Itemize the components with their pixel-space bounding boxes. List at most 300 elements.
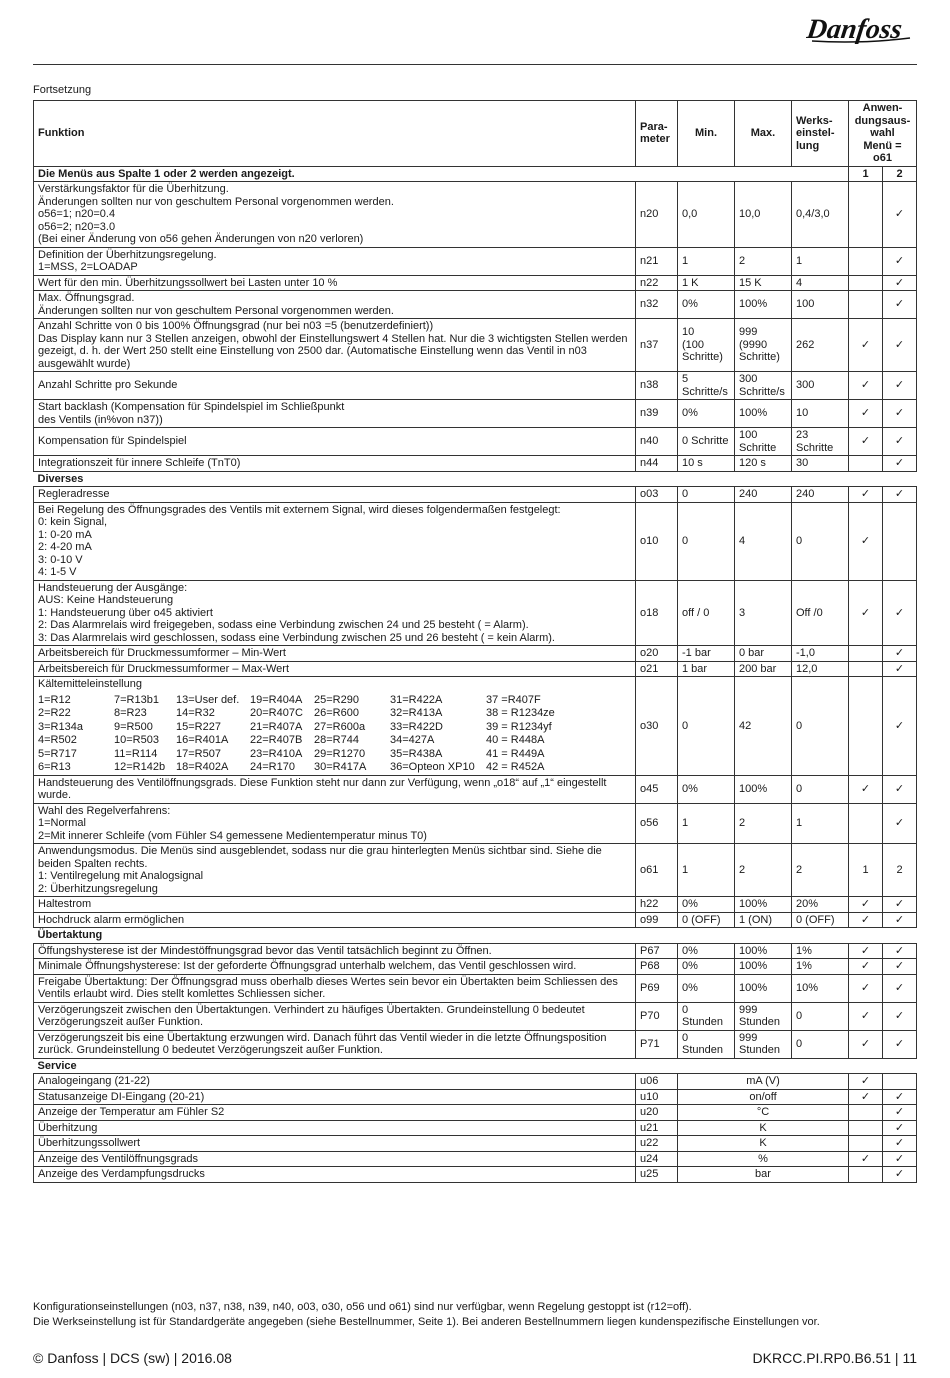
refrigerant-option: 2=R22 — [38, 707, 71, 719]
refrigerant-option: 23=R410A — [250, 747, 303, 760]
table-row — [34, 912, 917, 928]
min-value: 0 (OFF) — [678, 912, 735, 928]
factory-value: 0 — [792, 1030, 849, 1058]
refrigerant-option: 32=R413A — [390, 707, 443, 719]
menu-col1-check — [849, 247, 883, 275]
max-value: 15 K — [735, 275, 792, 291]
max-value: 10,0 — [735, 182, 792, 248]
refrigerant-grid — [38, 694, 631, 774]
table-row — [34, 661, 917, 677]
table-row — [34, 456, 917, 472]
table-row — [34, 844, 917, 897]
table-row — [34, 897, 917, 913]
max-value: 2 — [735, 844, 792, 897]
min-value: 0 Stunden — [678, 1030, 735, 1058]
table-row — [34, 775, 917, 803]
menu-col1-check — [849, 456, 883, 472]
table-row — [34, 1120, 917, 1136]
header-funktion: Funktion — [34, 101, 636, 167]
refrigerant-option: 28=R744 — [314, 734, 359, 746]
function-text: Überhitzungssollwert — [34, 1136, 636, 1152]
function-text: Anzeige der Temperatur am Fühler S2 — [34, 1105, 636, 1121]
parameter-code: o30 — [636, 677, 678, 776]
table-row — [34, 319, 917, 372]
parameter-code: P70 — [636, 1002, 678, 1030]
max-value: 4 — [735, 502, 792, 580]
function-text: Anzeige des Verdampfungsdrucks — [34, 1167, 636, 1183]
function-text: Anzahl Schritte pro Sekunde — [34, 372, 636, 400]
max-value: 100% — [735, 974, 792, 1002]
parameter-code: P68 — [636, 959, 678, 975]
menu-col1-check — [849, 1167, 883, 1183]
refrigerant-option: 36=Opteon XP10 — [390, 761, 475, 773]
refrigerant-option: 29=R1270 — [314, 747, 366, 760]
parameter-code: u20 — [636, 1105, 678, 1121]
menu-col2-check: ✓ — [883, 1089, 917, 1105]
menu-col1-check — [849, 1120, 883, 1136]
footer-copyright: © Danfoss | DCS (sw) | 2016.08 — [33, 1350, 232, 1366]
unit-value: °C — [678, 1105, 849, 1121]
function-text: Arbeitsbereich für Druckmessumformer – Max-Wert — [34, 661, 636, 677]
min-value: 0% — [678, 974, 735, 1002]
menu-col1-check: ✓ — [849, 959, 883, 975]
min-value: 0% — [678, 775, 735, 803]
unit-value: K — [678, 1136, 849, 1152]
factory-value: 1 — [792, 803, 849, 844]
menu-col1-check: ✓ — [849, 897, 883, 913]
refrigerant-option: 14=R32 — [176, 707, 215, 719]
refrigerant-option: 42 = R452A — [486, 761, 545, 773]
menus-row-text: Die Menüs aus Spalte 1 oder 2 werden angezeigt. — [34, 166, 849, 182]
menu-col1-check: ✓ — [849, 1151, 883, 1167]
menu-col1-check: ✓ — [849, 974, 883, 1002]
menu-col1-check — [849, 1105, 883, 1121]
factory-value: 0 — [792, 1002, 849, 1030]
table-header — [34, 101, 917, 167]
parameter-code: n44 — [636, 456, 678, 472]
menu-col2-check: ✓ — [883, 1105, 917, 1121]
menu-col2-check: ✓ — [883, 1002, 917, 1030]
function-text: Anzahl Schritte von 0 bis 100% Öffnungsgrad (nur bei n03 =5 (benutzerdefiniert)) Das Display kann nur 3 Stellen anzeigen, obwohl der Einstellungswert 4 Stellen hat. Nur die 3 wichtigsten Stellen werden gezeigt, d. h. der Wert 250 stellt eine Einstellung von 2500 dar. (Automatische Einstellung wenn das Ventil in n03 ausgewählt wurde) — [34, 319, 636, 372]
factory-value: 20% — [792, 897, 849, 913]
factory-value: 0 — [792, 502, 849, 580]
refrigerant-option: 4=R502 — [38, 734, 77, 746]
table-row — [34, 803, 917, 844]
menu-col1-check: ✓ — [849, 487, 883, 503]
refrigerant-option: 13=User def. — [176, 693, 240, 706]
refrigerant-option: 40 = R448A — [486, 734, 545, 746]
parameter-code: o61 — [636, 844, 678, 897]
min-value: 0 — [678, 502, 735, 580]
refrigerant-option: 1=R12 — [38, 693, 71, 706]
parameter-code: o45 — [636, 775, 678, 803]
menu-col2-check: ✓ — [883, 247, 917, 275]
refrigerant-option: 38 = R1234ze — [486, 707, 555, 719]
factory-value: 4 — [792, 275, 849, 291]
table-row — [34, 428, 917, 456]
refrigerant-option: 34=427A — [390, 734, 435, 746]
parameter-code: u24 — [636, 1151, 678, 1167]
menu-col2-check: ✓ — [883, 182, 917, 248]
parameter-code: n21 — [636, 247, 678, 275]
function-text: Verzögerungszeit bis eine Übertaktung erzwungen wird. Danach führt das Ventil wieder in die letzte Öffnungsposition zurück. Grundeinstellung 0 bedeutet Verzögerungszeit außer Funktion. — [34, 1030, 636, 1058]
min-value: 0 Schritte — [678, 428, 735, 456]
refrigerant-option: 18=R402A — [176, 761, 229, 773]
refrigerant-option: 5=R717 — [38, 747, 77, 760]
refrigerant-option: 21=R407A — [250, 720, 303, 733]
menu-col1-header: 1 — [849, 166, 883, 182]
parameter-code: P69 — [636, 974, 678, 1002]
menu-col1-check — [849, 661, 883, 677]
factory-value: -1,0 — [792, 646, 849, 662]
table-row — [34, 400, 917, 428]
function-text: Handsteuerung des Ventilöffnungsgrads. Diese Funktion steht nur dann zur Verfügung, wenn „o18“ auf „1“ eingestellt wurde. — [34, 775, 636, 803]
max-value: 200 bar — [735, 661, 792, 677]
parameter-code: o03 — [636, 487, 678, 503]
menu-col2-check: ✓ — [883, 1167, 917, 1183]
footnotes — [33, 1300, 820, 1330]
function-text: Freigabe Übertaktung: Der Öffnungsgrad muss oberhalb dieses Wertes sein bevor ein Übertakten beim Schliessen des Ventils erlaubt wird. Dies stellt komlettes Schliessen sicher. — [34, 974, 636, 1002]
header-werks: Werks- einstel- lung — [792, 101, 849, 167]
function-text: Wahl des Regelverfahrens: 1=Normal 2=Mit innerer Schleife (vom Fühler S4 gemessene Medientemperatur minus T0) — [34, 803, 636, 844]
menu-col1-check: ✓ — [849, 400, 883, 428]
max-value: 240 — [735, 487, 792, 503]
parameter-code: o21 — [636, 661, 678, 677]
header-parameter: Para- meter — [636, 101, 678, 167]
unit-value: K — [678, 1120, 849, 1136]
max-value: 100% — [735, 291, 792, 319]
parameter-code: n37 — [636, 319, 678, 372]
menu-col1-check — [849, 677, 883, 776]
menu-col2-check: ✓ — [883, 959, 917, 975]
min-value: 0 — [678, 677, 735, 776]
max-value: 42 — [735, 677, 792, 776]
factory-value: 262 — [792, 319, 849, 372]
max-value: 999 Stunden — [735, 1002, 792, 1030]
menu-col2-check: ✓ — [883, 974, 917, 1002]
table-row — [34, 1030, 917, 1058]
continuation-label: Fortsetzung — [33, 84, 92, 96]
refrigerant-option: 30=R417A — [314, 761, 367, 773]
menu-col2-check: ✓ — [883, 400, 917, 428]
menu-col1-check: ✓ — [849, 1030, 883, 1058]
max-value: 999 Stunden — [735, 1030, 792, 1058]
menus-row — [34, 166, 917, 182]
menu-col2-check: ✓ — [883, 487, 917, 503]
min-value: 5 Schritte/s — [678, 372, 735, 400]
menu-col1-check — [849, 182, 883, 248]
table-row — [34, 502, 917, 580]
max-value: 120 s — [735, 456, 792, 472]
min-value: off / 0 — [678, 580, 735, 646]
menu-col1-check: ✓ — [849, 1089, 883, 1105]
function-text: Bei Regelung des Öffnungsgrades des Ventils mit externem Signal, wird dieses folgendermaßen festgelegt: 0: kein Signal, 1: 0-20 mA 2: 4-20 mA 3: 0-10 V 4: 1-5 V — [34, 502, 636, 580]
min-value: 10 (100 Schritte) — [678, 319, 735, 372]
function-text: Anwendungsmodus. Die Menüs sind ausgeblendet, sodass nur die grau hinterlegten Menüs sichtbar sind. Siehe die beiden Spalten rechts. 1: Ventilregelung mit Analogsignal 2: Überhitzungsregelung — [34, 844, 636, 897]
min-value: 0 — [678, 487, 735, 503]
parameter-code: n39 — [636, 400, 678, 428]
parameter-code: n40 — [636, 428, 678, 456]
table-row — [34, 1002, 917, 1030]
function-text: Regleradresse — [34, 487, 636, 503]
max-value: 100% — [735, 775, 792, 803]
function-text: Integrationszeit für innere Schleife (TnT0) — [34, 456, 636, 472]
function-text: Statusanzeige DI-Eingang (20-21) — [34, 1089, 636, 1105]
menu-col2-check — [883, 502, 917, 580]
parameter-code: P71 — [636, 1030, 678, 1058]
min-value: 1 — [678, 803, 735, 844]
footer-docnumber: DKRCC.PI.RP0.B6.51 | 11 — [752, 1350, 917, 1366]
parameter-code: n32 — [636, 291, 678, 319]
function-text: Hochdruck alarm ermöglichen — [34, 912, 636, 928]
menu-col1-check: ✓ — [849, 1074, 883, 1090]
menu-col2-check — [883, 1074, 917, 1090]
table-row — [34, 291, 917, 319]
table-row — [34, 1089, 917, 1105]
parameter-code: o56 — [636, 803, 678, 844]
function-text: Arbeitsbereich für Druckmessumformer – Min-Wert — [34, 646, 636, 662]
menu-col2-check: ✓ — [883, 1030, 917, 1058]
refrigerant-option: 39 = R1234yf — [486, 720, 552, 733]
menu-col2-check: ✓ — [883, 275, 917, 291]
menu-col1-check: ✓ — [849, 580, 883, 646]
table-row — [34, 943, 917, 959]
menu-col1-check — [849, 291, 883, 319]
min-value: 0% — [678, 897, 735, 913]
menu-col2-check: 2 — [883, 844, 917, 897]
min-value: 0% — [678, 943, 735, 959]
parameter-code: u21 — [636, 1120, 678, 1136]
parameter-code: o99 — [636, 912, 678, 928]
factory-value: 0 (OFF) — [792, 912, 849, 928]
table-row — [34, 182, 917, 248]
unit-value: on/off — [678, 1089, 849, 1105]
menu-col2-check: ✓ — [883, 1151, 917, 1167]
menu-col2-check: ✓ — [883, 912, 917, 928]
menu-col2-check: ✓ — [883, 677, 917, 776]
refrigerant-option: 16=R401A — [176, 734, 229, 746]
refrigerant-option: 9=R500 — [114, 720, 153, 733]
refrigerant-option: 11=R114 — [114, 747, 158, 760]
table-row — [34, 580, 917, 646]
function-text: Anzeige des Ventilöffnungsgrads — [34, 1151, 636, 1167]
min-value: -1 bar — [678, 646, 735, 662]
parameter-code: n38 — [636, 372, 678, 400]
min-value: 10 s — [678, 456, 735, 472]
factory-value: 30 — [792, 456, 849, 472]
parameter-code: o18 — [636, 580, 678, 646]
parameter-code: o10 — [636, 502, 678, 580]
unit-value: % — [678, 1151, 849, 1167]
refrigerant-option: 26=R600 — [314, 707, 359, 719]
min-value: 1 — [678, 844, 735, 897]
menu-col1-check: ✓ — [849, 775, 883, 803]
menu-col2-check: ✓ — [883, 372, 917, 400]
function-text: Wert für den min. Überhitzungssollwert bei Lasten unter 10 % — [34, 275, 636, 291]
factory-value: 1% — [792, 959, 849, 975]
section-uebertaktung — [34, 928, 917, 944]
parameter-table — [33, 100, 917, 1183]
factory-value: 23 Schritte — [792, 428, 849, 456]
header-min: Min. — [678, 101, 735, 167]
parameter-code: u06 — [636, 1074, 678, 1090]
unit-value: bar — [678, 1167, 849, 1183]
table-row — [34, 1167, 917, 1183]
factory-value: 1 — [792, 247, 849, 275]
danfoss-logo — [806, 8, 916, 48]
header-max: Max. — [735, 101, 792, 167]
refrigerant-option: 37 =R407F — [486, 693, 541, 706]
menu-col2-check: ✓ — [883, 661, 917, 677]
menu-col1-check: ✓ — [849, 502, 883, 580]
section-service — [34, 1058, 917, 1074]
menu-col2-check: ✓ — [883, 291, 917, 319]
refrigerant-option: 35=R438A — [390, 747, 443, 760]
min-value: 0% — [678, 400, 735, 428]
parameter-code: n20 — [636, 182, 678, 248]
menu-col2-check: ✓ — [883, 646, 917, 662]
menu-col2-check: ✓ — [883, 456, 917, 472]
top-rule — [33, 64, 917, 65]
menu-col1-check — [849, 1136, 883, 1152]
factory-value: Off /0 — [792, 580, 849, 646]
max-value: 0 bar — [735, 646, 792, 662]
menu-col1-check: ✓ — [849, 1002, 883, 1030]
menu-col2-header: 2 — [883, 166, 917, 182]
menu-col1-check: ✓ — [849, 428, 883, 456]
factory-value: 1% — [792, 943, 849, 959]
danfoss-logo-icon — [806, 8, 916, 48]
menu-col1-check — [849, 646, 883, 662]
function-text: Analogeingang (21-22) — [34, 1074, 636, 1090]
parameter-code: n22 — [636, 275, 678, 291]
min-value: 0,0 — [678, 182, 735, 248]
table-row — [34, 1105, 917, 1121]
menu-col2-check: ✓ — [883, 580, 917, 646]
menu-col2-check: ✓ — [883, 775, 917, 803]
function-text: Kompensation für Spindelspiel — [34, 428, 636, 456]
refrigerant-option: 33=R422D — [390, 720, 443, 733]
table-row — [34, 959, 917, 975]
refrigerant-option: 17=R507 — [176, 747, 221, 760]
table-row — [34, 646, 917, 662]
max-value: 1 (ON) — [735, 912, 792, 928]
factory-value: 10 — [792, 400, 849, 428]
factory-value: 240 — [792, 487, 849, 503]
menu-col2-check: ✓ — [883, 319, 917, 372]
menu-col2-check: ✓ — [883, 803, 917, 844]
max-value: 100% — [735, 400, 792, 428]
refrigerant-cell — [34, 677, 636, 776]
parameter-code: u10 — [636, 1089, 678, 1105]
function-text: Start backlash (Kompensation für Spindelspiel im Schließpunkt des Ventils (in%von n37)) — [34, 400, 636, 428]
refrigerant-option: 7=R13b1 — [114, 693, 159, 706]
function-text: Haltestrom — [34, 897, 636, 913]
refrigerant-option: 22=R407B — [250, 734, 303, 746]
menu-col2-check: ✓ — [883, 1120, 917, 1136]
max-value: 100% — [735, 943, 792, 959]
factory-value: 0 — [792, 677, 849, 776]
parameter-code: o20 — [636, 646, 678, 662]
max-value: 3 — [735, 580, 792, 646]
refrigerant-option: 20=R407C — [250, 707, 303, 719]
table-row — [34, 1074, 917, 1090]
min-value: 0 Stunden — [678, 1002, 735, 1030]
min-value: 0% — [678, 959, 735, 975]
table-row — [34, 275, 917, 291]
function-text: Überhitzung — [34, 1120, 636, 1136]
section-title: Service — [34, 1058, 917, 1074]
parameter-code: u25 — [636, 1167, 678, 1183]
section-title: Diverses — [34, 471, 917, 487]
function-text: Definition der Überhitzungsregelung. 1=MSS, 2=LOADAP — [34, 247, 636, 275]
function-text: Handsteuerung der Ausgänge: AUS: Keine Handsteuerung 1: Handsteuerung über o45 aktiviert 2: Das Alarmrelais wird freigegeben, sodass eine Verbindung zwischen 24 und 25 besteht ( = Alarm). 3: Das Alarmrelais wird geschlossen, sodass eine Verbindung zwischen 25 und 26 besteht ( = kein Alarm). — [34, 580, 636, 646]
function-text: Minimale Öffnungshysterese: Ist der geforderte Öffnungsgrad unterhalb welchem, das Ventil geschlossen wird. — [34, 959, 636, 975]
refrigerant-option: 31=R422A — [390, 693, 443, 706]
table-row — [34, 487, 917, 503]
parameter-code: h22 — [636, 897, 678, 913]
table-row-refrigerant — [34, 677, 917, 776]
refrigerant-option: 8=R23 — [114, 707, 147, 719]
min-value: 0% — [678, 291, 735, 319]
refrigerant-option: 19=R404A — [250, 693, 303, 706]
table-row — [34, 1136, 917, 1152]
refrigerant-option: 25=R290 — [314, 693, 359, 706]
menu-col1-check: 1 — [849, 844, 883, 897]
max-value: 100% — [735, 897, 792, 913]
parameter-code: u22 — [636, 1136, 678, 1152]
factory-value: 10% — [792, 974, 849, 1002]
refrigerant-option: 15=R227 — [176, 720, 221, 733]
refrigerant-option: 10=R503 — [114, 734, 159, 746]
menu-col2-check: ✓ — [883, 428, 917, 456]
min-value: 1 — [678, 247, 735, 275]
refrigerant-option: 12=R142b — [114, 761, 166, 773]
header-anwend: Anwen- dungsaus- wahl Menü = o61 — [849, 101, 917, 167]
max-value: 2 — [735, 247, 792, 275]
min-value: 1 K — [678, 275, 735, 291]
section-diverses — [34, 471, 917, 487]
function-text: Verzögerungszeit zwischen den Übertaktungen. Verhindert zu häufiges Übertakten. Grundeinstellung 0 bedeutet Verzögerungszeit außer Funktion. — [34, 1002, 636, 1030]
table-row — [34, 974, 917, 1002]
refrigerant-option: 24=R170 — [250, 761, 295, 773]
menu-col2-check: ✓ — [883, 1136, 917, 1152]
parameter-code: P67 — [636, 943, 678, 959]
refrigerant-title: Kältemitteleinstellung — [38, 678, 142, 690]
max-value: 100% — [735, 959, 792, 975]
menu-col1-check: ✓ — [849, 943, 883, 959]
factory-value: 0,4/3,0 — [792, 182, 849, 248]
table-row — [34, 372, 917, 400]
table-row — [34, 1151, 917, 1167]
factory-value: 300 — [792, 372, 849, 400]
min-value: 1 bar — [678, 661, 735, 677]
refrigerant-option: 27=R600a — [314, 720, 366, 733]
menu-col1-check: ✓ — [849, 319, 883, 372]
max-value: 999 (9990 Schritte) — [735, 319, 792, 372]
section-title: Übertaktung — [34, 928, 917, 944]
menu-col2-check: ✓ — [883, 943, 917, 959]
function-text: Öffungshysterese ist der Mindestöffnungsgrad bevor das Ventil tatsächlich beginnt zu Öffnen. — [34, 943, 636, 959]
refrigerant-option: 6=R13 — [38, 761, 71, 773]
table-row — [34, 247, 917, 275]
max-value: 2 — [735, 803, 792, 844]
menu-col1-check: ✓ — [849, 372, 883, 400]
menu-col1-check: ✓ — [849, 912, 883, 928]
max-value: 100 Schritte — [735, 428, 792, 456]
refrigerant-option: 41 = R449A — [486, 747, 545, 760]
menu-col1-check — [849, 803, 883, 844]
